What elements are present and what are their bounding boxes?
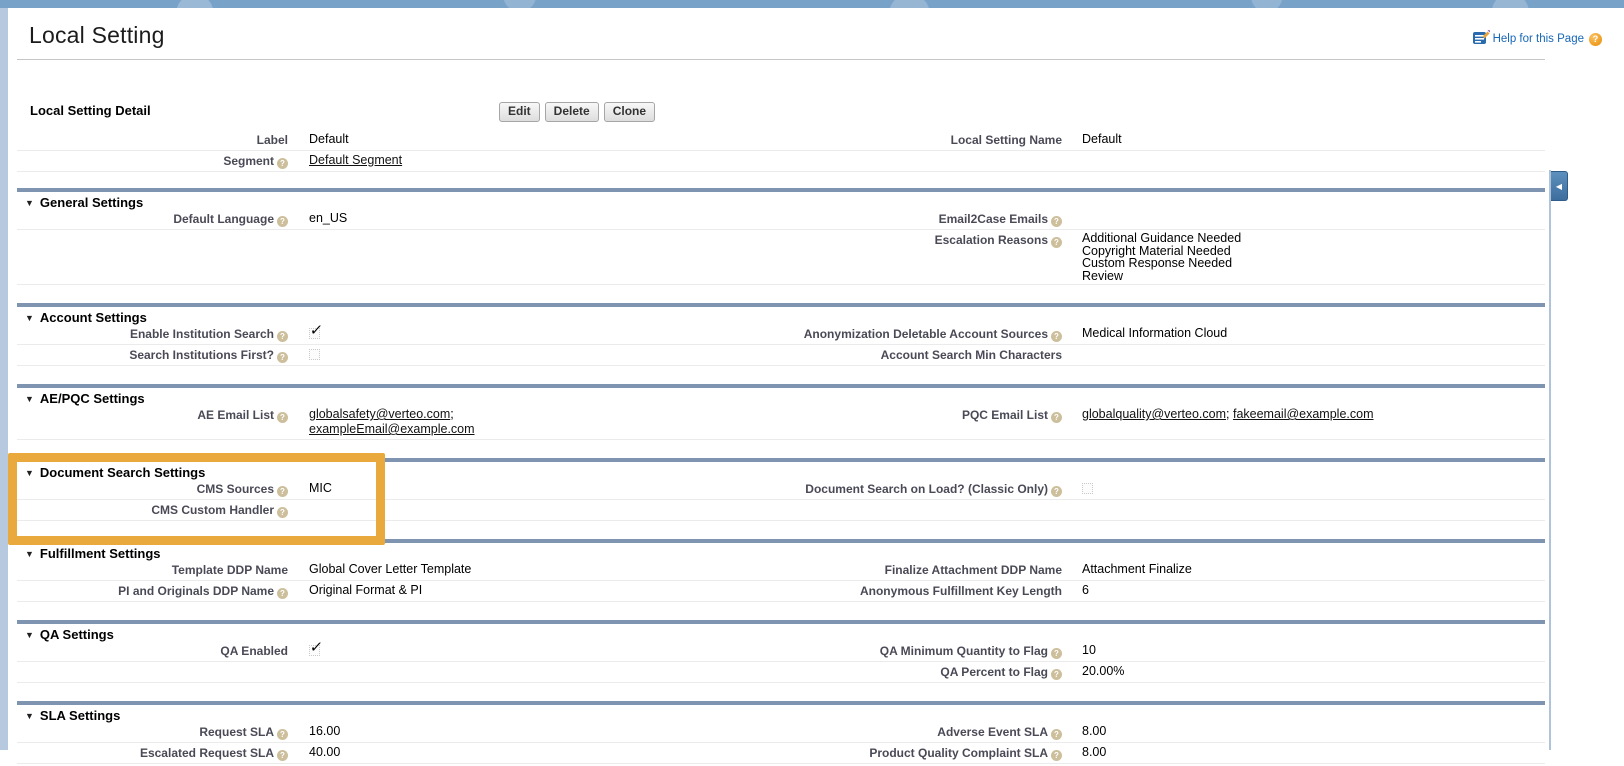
checkmark-icon: ✓: [308, 639, 324, 656]
field-help-icon[interactable]: ?: [1051, 216, 1062, 227]
field-value: 6: [1082, 583, 1089, 597]
collapse-arrow-icon: ◀: [1555, 181, 1563, 191]
detail-row: [17, 641, 1545, 662]
action-buttons: [499, 102, 655, 122]
field-label-cell: [17, 745, 288, 761]
list-separator: ;: [1226, 407, 1233, 421]
field-help-icon[interactable]: ?: [1051, 331, 1062, 342]
field-value-cell: [1062, 643, 1545, 658]
detail-row: [17, 151, 1545, 172]
detail-header: [17, 102, 1545, 124]
sidebar-divider: [1549, 170, 1551, 750]
field-value: 16.00: [309, 724, 341, 738]
detail-section-title: Local Setting Detail: [30, 103, 151, 118]
field-value: Default: [309, 132, 349, 146]
top-field-rows: [17, 130, 1545, 172]
page-header: [8, 8, 1624, 49]
section-header: [17, 307, 1545, 324]
field-label-cell: [618, 502, 1062, 503]
field-value-link[interactable]: globalsafety@verteo.com: [309, 407, 451, 421]
collapse-section-arrow-icon[interactable]: ▼: [25, 711, 34, 721]
section-header: [17, 192, 1545, 209]
list-separator: ;: [450, 407, 454, 421]
detail-row: [17, 230, 1545, 285]
field-value: Attachment Finalize: [1082, 562, 1192, 576]
delete-button[interactable]: Delete: [545, 102, 599, 122]
field-label: Finalize Attachment DDP Name: [884, 563, 1062, 577]
page-title: Local Setting: [29, 22, 165, 48]
field-value-cell: [1062, 745, 1545, 760]
field-label-cell: [17, 232, 288, 233]
checkmark-icon: ✓: [308, 322, 324, 339]
field-help-icon[interactable]: ?: [277, 486, 288, 497]
field-help-icon[interactable]: ?: [277, 352, 288, 363]
field-value-cell: [288, 132, 618, 147]
field-label-cell: [17, 132, 288, 148]
field-value-link[interactable]: globalquality@verteo.com: [1082, 407, 1227, 421]
field-help-icon[interactable]: ?: [277, 331, 288, 342]
settings-section: [17, 458, 1545, 523]
detail-row: [17, 479, 1545, 500]
section-title: Document Search Settings: [39, 465, 206, 480]
detail-row: [17, 500, 1545, 521]
page-body: [8, 8, 1624, 760]
section-header: [17, 388, 1545, 405]
field-value-cell: [288, 639, 618, 658]
field-value-cell: [1062, 407, 1545, 422]
field-label-cell: [17, 562, 288, 578]
field-help-icon[interactable]: ?: [277, 750, 288, 761]
field-label-cell: [618, 326, 1062, 342]
checkbox-checked-icon: [308, 322, 324, 339]
settings-sections: [17, 188, 1545, 766]
field-help-icon[interactable]: ?: [277, 588, 288, 599]
field-value-cell: [1062, 724, 1545, 739]
field-label: Escalation Reasons: [934, 233, 1048, 247]
field-label-cell: [618, 153, 1062, 154]
field-value-line: Copyright Material Needed: [1082, 243, 1231, 258]
field-value-cell: [288, 562, 618, 577]
field-label-cell: [618, 347, 1062, 363]
field-label: Account Search Min Characters: [880, 348, 1062, 362]
field-label: Default Language: [173, 212, 274, 226]
page-left-margin-strip: [0, 8, 8, 750]
field-value-cell: [1062, 664, 1545, 679]
field-value-cell: [288, 745, 618, 760]
settings-section: [17, 384, 1545, 442]
settings-section: [17, 539, 1545, 604]
help-question-icon: ?: [1589, 33, 1602, 46]
field-label: Adverse Event SLA: [937, 725, 1048, 739]
field-label: QA Enabled: [220, 644, 288, 658]
settings-section: [17, 620, 1545, 685]
section-title: Account Settings: [39, 310, 147, 325]
detail-row: [17, 560, 1545, 581]
settings-section: [17, 701, 1545, 766]
field-label-cell: [17, 643, 288, 659]
help-link-label: Help for this Page: [1492, 33, 1584, 45]
section-title: SLA Settings: [39, 708, 121, 723]
field-label-cell: [618, 232, 1062, 248]
section-title: General Settings: [39, 195, 144, 210]
section-title: AE/PQC Settings: [39, 391, 145, 406]
field-help-icon[interactable]: ?: [1051, 486, 1062, 497]
field-label: Search Institutions First?: [129, 348, 274, 362]
field-label-cell: [618, 643, 1062, 659]
field-help-icon[interactable]: ?: [1051, 729, 1062, 740]
field-value: en_US: [309, 211, 348, 225]
field-label: Request SLA: [199, 725, 274, 739]
field-label-cell: [618, 132, 1062, 148]
field-label-cell: [618, 562, 1062, 578]
field-label: QA Minimum Quantity to Flag: [879, 644, 1048, 658]
field-label-cell: [618, 407, 1062, 423]
field-label: PQC Email List: [961, 408, 1048, 422]
field-help-icon[interactable]: ?: [1051, 648, 1062, 659]
section-title: QA Settings: [39, 627, 114, 642]
field-value-cell: [288, 724, 618, 739]
field-label-cell: [618, 583, 1062, 599]
field-label-cell: [618, 211, 1062, 227]
field-label: Anonymous Fulfillment Key Length: [859, 584, 1062, 598]
field-value-link[interactable]: Default Segment: [309, 153, 403, 167]
detail-row: [17, 209, 1545, 230]
field-label-cell: [618, 664, 1062, 680]
settings-section: [17, 188, 1545, 287]
collapse-section-arrow-icon[interactable]: ▼: [25, 630, 34, 640]
field-label: Document Search on Load? (Classic Only): [805, 482, 1048, 496]
field-help-icon[interactable]: ?: [1051, 412, 1062, 423]
field-value: 8.00: [1082, 745, 1107, 759]
checkbox-unchecked-icon: [309, 349, 320, 360]
field-value: Global Cover Letter Template: [309, 562, 472, 576]
field-label: CMS Custom Handler: [151, 503, 274, 517]
detail-area: [8, 102, 1624, 766]
field-value-cell: [1062, 481, 1545, 496]
header-background-strip: [0, 0, 1624, 8]
field-label-cell: [17, 326, 288, 342]
field-value-link[interactable]: fakeemail@example.com: [1232, 407, 1374, 421]
field-label: Segment: [223, 154, 274, 168]
field-value-cell: [288, 481, 618, 496]
field-help-icon[interactable]: ?: [1051, 237, 1062, 248]
field-label-cell: [17, 664, 288, 665]
field-label-cell: [17, 407, 288, 423]
field-value-cell: [288, 347, 618, 362]
field-label-cell: [618, 745, 1062, 761]
field-label: Escalated Request SLA: [139, 746, 274, 760]
sidebar-collapse-tab[interactable]: [1551, 171, 1568, 201]
field-value-cell: [1062, 232, 1545, 282]
clone-button[interactable]: Clone: [604, 102, 655, 122]
field-label: Label: [256, 133, 288, 147]
field-value-cell: [1062, 562, 1545, 577]
collapse-section-arrow-icon[interactable]: ▼: [25, 549, 34, 559]
detail-row: [17, 743, 1545, 764]
field-value-cell: [288, 211, 618, 226]
field-label: Enable Institution Search: [129, 327, 274, 341]
field-value-link[interactable]: exampleEmail@example.com: [309, 422, 475, 436]
collapse-section-arrow-icon[interactable]: ▼: [25, 198, 34, 208]
section-header: [17, 705, 1545, 722]
field-value: MIC: [309, 481, 332, 495]
field-value: Medical Information Cloud: [1082, 326, 1228, 340]
field-value: 10: [1082, 643, 1096, 657]
field-label-cell: [17, 481, 288, 497]
settings-section: [17, 303, 1545, 368]
field-value: [1082, 232, 1545, 282]
collapse-section-arrow-icon[interactable]: ▼: [25, 313, 34, 323]
field-label-cell: [618, 724, 1062, 740]
detail-row: [17, 662, 1545, 683]
field-label-cell: [17, 347, 288, 363]
checkbox-unchecked-icon: [1082, 483, 1093, 494]
field-help-icon[interactable]: ?: [1051, 669, 1062, 680]
field-value-cell: [288, 153, 618, 168]
detail-row: [17, 345, 1545, 366]
field-value-line: Review: [1082, 268, 1123, 283]
field-value: Default: [1082, 132, 1122, 146]
field-value: 8.00: [1082, 724, 1107, 738]
detail-row: [17, 324, 1545, 345]
field-label-cell: [17, 211, 288, 227]
help-doc-edit-icon: [1473, 30, 1490, 48]
field-value-cell: [288, 583, 618, 598]
field-value: Original Format & PI: [309, 583, 423, 597]
field-help-icon[interactable]: ?: [277, 216, 288, 227]
field-label-cell: [17, 153, 288, 169]
field-value-cell: [1062, 132, 1545, 147]
field-value: 20.00%: [1082, 664, 1125, 678]
edit-button[interactable]: Edit: [499, 102, 540, 122]
checkbox-checked-icon: [308, 639, 324, 656]
field-label-cell: [17, 724, 288, 740]
collapse-section-arrow-icon[interactable]: ▼: [25, 468, 34, 478]
field-value-cell: [288, 322, 618, 341]
field-value-line: Additional Guidance Needed: [1082, 231, 1242, 245]
field-value: 40.00: [309, 745, 341, 759]
field-label: Product Quality Complaint SLA: [869, 746, 1048, 760]
field-label: CMS Sources: [196, 482, 274, 496]
field-label: Email2Case Emails: [938, 212, 1048, 226]
field-label: QA Percent to Flag: [940, 665, 1048, 679]
field-help-icon[interactable]: ?: [277, 507, 288, 518]
detail-row: [17, 581, 1545, 602]
collapse-section-arrow-icon[interactable]: ▼: [25, 394, 34, 404]
detail-row: [17, 405, 1545, 440]
section-header: [17, 624, 1545, 641]
field-label-cell: [17, 502, 288, 518]
field-label-cell: [618, 481, 1062, 497]
section-header: [17, 462, 1545, 479]
field-label: Local Setting Name: [950, 133, 1062, 147]
field-help-icon[interactable]: ?: [277, 729, 288, 740]
field-help-icon[interactable]: ?: [277, 158, 288, 169]
field-value-cell: [1062, 583, 1545, 598]
title-divider: [17, 59, 1545, 60]
detail-row: [17, 722, 1545, 743]
field-help-icon[interactable]: ?: [277, 412, 288, 423]
field-label-cell: [17, 583, 288, 599]
field-label: Anonymization Deletable Account Sources: [803, 327, 1048, 341]
detail-row: [17, 130, 1545, 151]
section-title: Fulfillment Settings: [39, 546, 161, 561]
help-for-this-page-link[interactable]: [1473, 30, 1602, 48]
field-help-icon[interactable]: ?: [1051, 750, 1062, 761]
field-label: AE Email List: [197, 408, 274, 422]
field-value-cell: [1062, 326, 1545, 341]
field-value-cell: [288, 407, 618, 437]
field-label: PI and Originals DDP Name: [118, 584, 274, 598]
field-label: Template DDP Name: [171, 563, 288, 577]
section-header: [17, 543, 1545, 560]
field-value-line: Custom Response Needed: [1082, 256, 1233, 270]
